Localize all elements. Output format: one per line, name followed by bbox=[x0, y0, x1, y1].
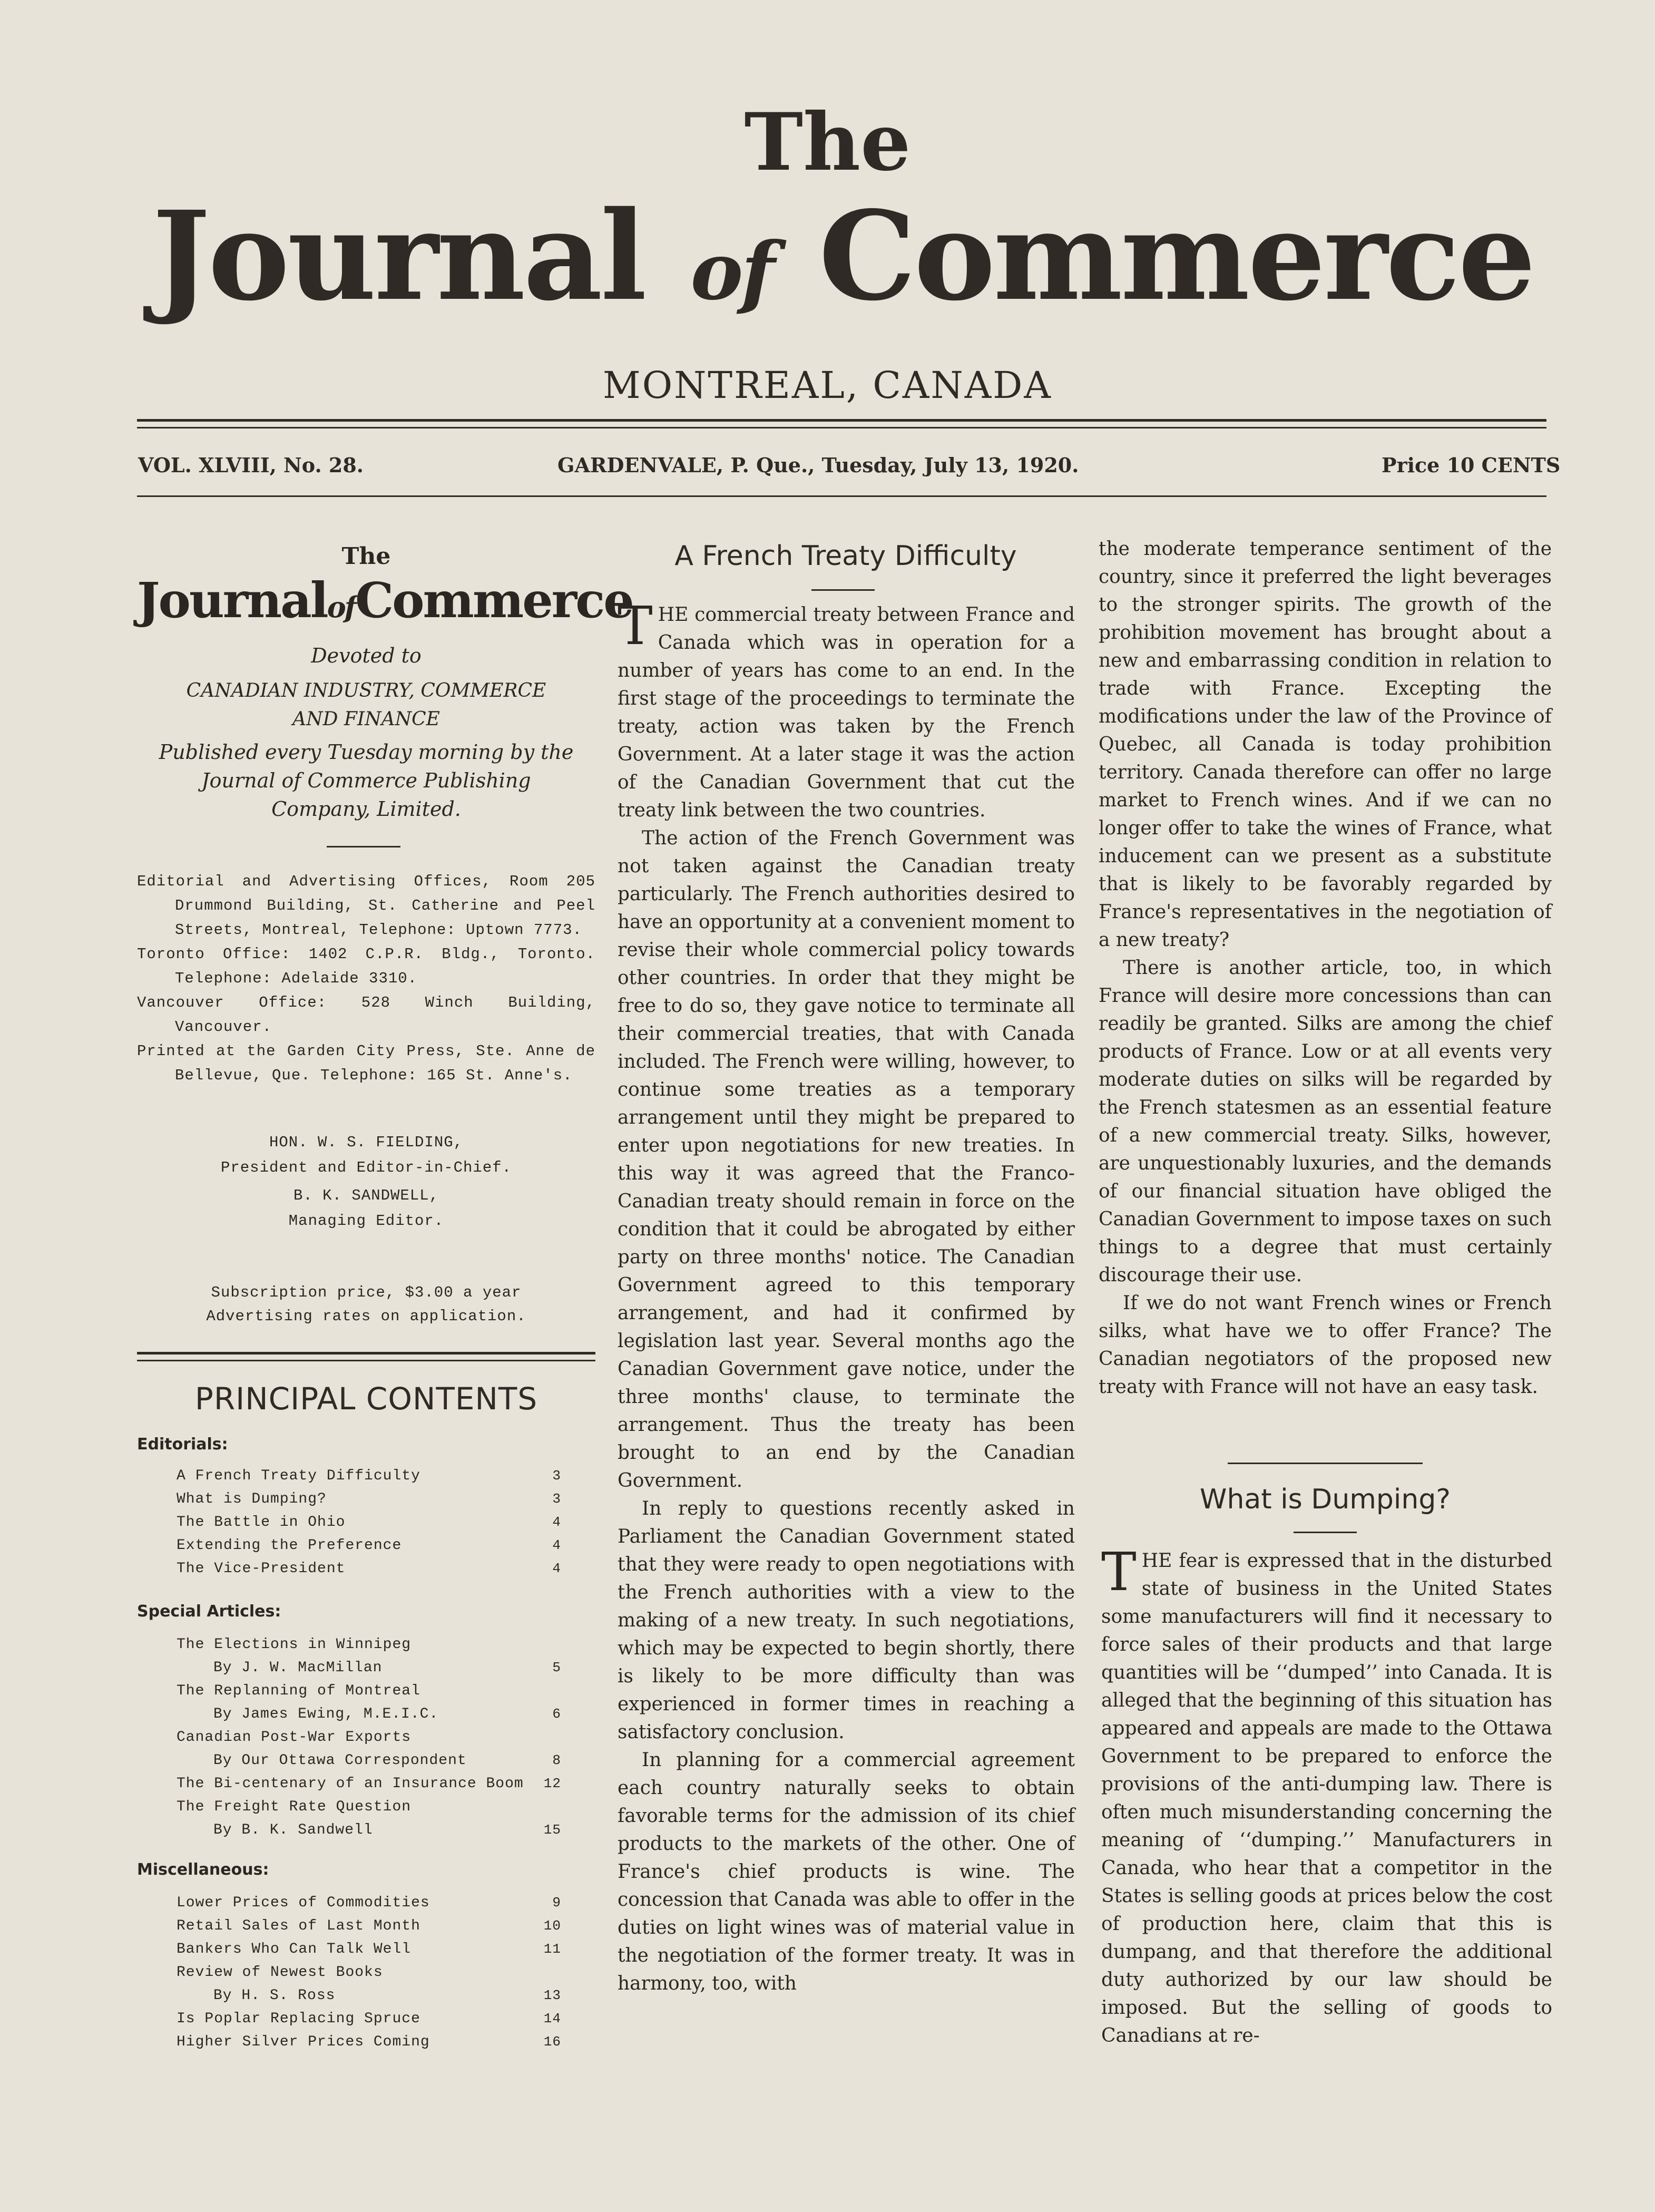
toc-author: By H. S. Ross bbox=[213, 1987, 336, 2004]
toc-page: 3 bbox=[552, 1468, 561, 1484]
toc-entry[interactable] bbox=[177, 1706, 561, 1729]
article1-body-col1 bbox=[618, 595, 1075, 1997]
toc-entry[interactable] bbox=[177, 1537, 561, 1561]
toc-page: 4 bbox=[552, 1537, 561, 1553]
manager-role: Managing Editor. bbox=[288, 1212, 444, 1230]
toc-title: The Freight Rate Question bbox=[177, 1799, 412, 1815]
toc-title: Lower Prices of Commodities bbox=[177, 1895, 430, 1911]
toc-entry[interactable] bbox=[177, 1729, 556, 1752]
toc-entry[interactable] bbox=[177, 1752, 561, 1776]
toc-author: By J. W. MacMillan bbox=[213, 1660, 383, 1676]
masthead-of: of bbox=[690, 225, 773, 318]
toc-page: 11 bbox=[543, 1941, 561, 1957]
sidebar-offices bbox=[137, 870, 595, 1088]
contents-rule-bottom bbox=[137, 1360, 595, 1361]
toc-page: 8 bbox=[552, 1752, 561, 1768]
toc-author: By James Ewing, M.E.I.C. bbox=[213, 1706, 439, 1722]
toc-title: The Battle in Ohio bbox=[177, 1514, 346, 1531]
toc-entry[interactable] bbox=[177, 1987, 561, 2011]
contents-rule-top bbox=[137, 1352, 595, 1355]
sidebar-devoted: Devoted to bbox=[311, 644, 422, 667]
infobar-rule bbox=[137, 495, 1546, 497]
toc-title: What is Dumping? bbox=[177, 1491, 327, 1507]
article1-paragraph: THE commercial treaty between France and Canada which was in operation for a number of years has come to an end. In the first stage of the proceedings to terminate the treaty, action was taken by the French Government. At a later stage it was the action of the Canadian Government that cut the treaty link between the two countries. bbox=[618, 595, 1075, 821]
subscription-price: Subscription price, $3.00 a year bbox=[211, 1284, 522, 1301]
toc-page: 16 bbox=[543, 2034, 561, 2050]
sidebar-industry-2: AND FINANCE bbox=[292, 708, 440, 730]
sidebar-published-1: Published every Tuesday morning by the bbox=[159, 740, 574, 764]
sidebar-journal: Journal bbox=[137, 572, 327, 629]
article1-headline: A French Treaty Difficulty bbox=[674, 540, 1017, 572]
special-list bbox=[177, 1636, 561, 1845]
toc-page: 12 bbox=[543, 1776, 561, 1791]
toc-entry[interactable] bbox=[177, 1561, 561, 1584]
article2-headline: What is Dumping? bbox=[1200, 1484, 1451, 1515]
toc-author: By B. K. Sandwell bbox=[213, 1822, 373, 1838]
toc-title: Canadian Post-War Exports bbox=[177, 1729, 412, 1746]
toc-page: 4 bbox=[552, 1514, 561, 1530]
toc-page: 14 bbox=[543, 2011, 561, 2026]
toc-entry[interactable] bbox=[177, 1514, 561, 1537]
sidebar-published-3: Company, Limited. bbox=[271, 797, 461, 821]
article1-body-col2 bbox=[1099, 535, 1552, 1401]
masthead-title bbox=[132, 184, 1554, 328]
toc-title: Higher Silver Prices Coming bbox=[177, 2034, 430, 2050]
toc-title: Bankers Who Can Talk Well bbox=[177, 1941, 412, 1957]
volume-number: VOL. XLVIII, No. 28. bbox=[138, 453, 364, 477]
article2-paragraph: THE fear is expressed that in the disturbed state of business in the United States some manufacturers will find it necessary to force sales of their products and that large quantities will be ‘‘dumped’’ into Canada. It is alleged that the beginning of this situation has appeared and appeals are made to the Ottawa Government to be prepared to enforce the provisions of the anti-dumping law. There is often much misunderstanding concerning the meaning of ‘‘dumping.’’ Manufacturers in Canada, who hear that a competitor in the States is selling goods at prices below the cost of production here, claim that this is dumpang, and that therefore the additional duty authorized by our law should be imposed. But the selling of goods to Canadians at re- bbox=[1101, 1541, 1552, 2047]
article2-divider bbox=[1294, 1532, 1357, 1533]
article2-dropcap: T bbox=[1101, 1541, 1137, 1603]
advertising-rates: Advertising rates on application. bbox=[206, 1308, 526, 1325]
toc-title: Retail Sales of Last Month bbox=[177, 1918, 420, 1934]
masthead-rule-top bbox=[137, 419, 1546, 422]
masthead-the: The bbox=[744, 96, 911, 189]
masthead-city: MONTREAL, CANADA bbox=[603, 364, 1052, 407]
toc-title: Extending the Preference bbox=[177, 1537, 402, 1554]
editor-role: President and Editor-in-Chief. bbox=[220, 1159, 512, 1176]
toc-title: The Bi-centenary of an Insurance Boom bbox=[177, 1776, 524, 1792]
toc-title: Review of Newest Books bbox=[177, 1964, 383, 1981]
misc-label: Miscellaneous: bbox=[137, 1860, 269, 1879]
toc-entry[interactable] bbox=[177, 1683, 556, 1706]
toc-entry[interactable] bbox=[177, 1964, 556, 1987]
toc-entry[interactable] bbox=[177, 2011, 561, 2034]
article1-dropcap: T bbox=[618, 595, 653, 657]
sidebar-of: of bbox=[327, 590, 355, 624]
article1-paragraph: the moderate temperance sentiment of the country, since it preferred the light beverages to the stronger spirits. The growth of the prohibition movement has brought about a new and embarrassing condition in relation to trade with France. Excepting the modifications under the law of the Province of Quebec, all Canada is today prohibition territory. Canada therefore can offer no large market to French wines. And if we can no longer offer to take the wines of France, what inducement can we present as a substitute that is likely to be favorably regarded by France's representatives in the negotiation of a new treaty? bbox=[1099, 538, 1552, 951]
office-printer: Printed at the Garden City Press, Ste. Anne de Bellevue, Que. Telephone: 165 St. Anne's. bbox=[137, 1042, 595, 1084]
sidebar-industry-1: CANADIAN INDUSTRY, COMMERCE bbox=[186, 680, 546, 701]
toc-entry[interactable] bbox=[177, 1895, 561, 1918]
toc-page: 5 bbox=[552, 1660, 561, 1675]
toc-page: 9 bbox=[552, 1895, 561, 1911]
special-label: Special Articles: bbox=[137, 1602, 281, 1621]
contents-heading: PRINCIPAL CONTENTS bbox=[194, 1381, 538, 1417]
article-separator bbox=[1228, 1463, 1423, 1464]
toc-entry[interactable] bbox=[177, 1660, 561, 1683]
office-editorial: Editorial and Advertising Offices, Room 205 Drummond Building, St. Catherine and Peel Streets, Montreal, Telephone: Uptown 7773. bbox=[137, 873, 595, 939]
toc-entry[interactable] bbox=[177, 1491, 561, 1514]
masthead-rule-bottom bbox=[137, 427, 1546, 428]
toc-entry[interactable] bbox=[177, 1636, 556, 1660]
toc-page: 15 bbox=[543, 1822, 561, 1838]
article1-paragraph: In reply to questions recently asked in Parliament the Canadian Government stated that they were ready to open negotiations with the French authorities with a view to the making of a new treaty. In such negotiations, which may be expected to begin shortly, there is likely to be more difficulty than was experienced in former times in reaching a satisfactory conclusion. bbox=[618, 1498, 1075, 1743]
sidebar-divider-1 bbox=[327, 846, 400, 847]
price: Price 10 CENTS bbox=[1382, 453, 1561, 477]
office-toronto: Toronto Office: 1402 C.P.R. Bldg., Toronto. Telephone: Adelaide 3310. bbox=[137, 946, 595, 987]
editorials-label: Editorials: bbox=[137, 1435, 228, 1454]
article1-paragraph: In planning for a commercial agreement each country naturally seeks to obtain favorable terms for the admission of its chief products to the markets of the other. One of France's chief products is wine. The concession that Canada was able to offer in the duties on light wines was of material value in the negotiation of the former treaty. It was in harmony, too, with bbox=[618, 1749, 1075, 1994]
sidebar-the: The bbox=[341, 543, 391, 570]
editorials-list bbox=[177, 1468, 561, 1584]
manager-name: B. K. SANDWELL, bbox=[293, 1187, 439, 1204]
toc-page: 10 bbox=[543, 1918, 561, 1934]
editor-name: HON. W. S. FIELDING, bbox=[269, 1134, 464, 1151]
toc-entry[interactable] bbox=[177, 1799, 556, 1822]
article2-body bbox=[1101, 1541, 1552, 2050]
masthead-commerce: Commerce bbox=[818, 184, 1534, 328]
toc-author: By Our Ottawa Correspondent bbox=[213, 1752, 467, 1769]
sidebar-published-2: Journal of Commerce Publishing bbox=[201, 769, 531, 792]
toc-entry[interactable] bbox=[177, 1776, 561, 1799]
toc-title: The Vice-President bbox=[177, 1561, 346, 1577]
toc-title: A French Treaty Difficulty bbox=[177, 1468, 420, 1484]
article1-paragraph: There is another article, too, in which France will desire more concessions than can readily be granted. Silks are among the chief products of France. Low or at all events very moderate duties on silks will be regarded by the French statesmen as an essential feature of a new commercial treaty. Silks, however, are unquestionably luxuries, and the demands of our financial situation have obliged the Canadian Government to impose taxes on such things to a degree that must certainly discourage their use. bbox=[1099, 957, 1552, 1286]
misc-list bbox=[177, 1895, 561, 2057]
article1-paragraph: The action of the French Government was not taken against the Canadian treaty particularly. The French authorities desired to have an opportunity at a convenient moment to revise their whole commercial policy towards other countries. In order that they might be free to do so, they gave notice to terminate all their commercial treaties, that with Canada included. The French were willing, however, to continue some treaties as a temporary arrangement until they might be prepared to enter upon negotiations for new treaties. In this way it was agreed that the Franco-Canadian treaty should remain in force on the condition that it could be abrogated by either party on three months' notice. The Canadian Government agreed to this temporary arrangement, and had it confirmed by legislation last year. Several months ago the Canadian Government gave notice, under the three months' clause, to terminate the arrangement. Thus the treaty has been brought to an end by the Canadian Government. bbox=[618, 827, 1075, 1492]
article1-paragraph: If we do not want French wines or French silks, what have we to offer France? The Canadian negotiators of the proposed new treaty with France will not have an easy task. bbox=[1099, 1292, 1552, 1398]
toc-title: The Replanning of Montreal bbox=[177, 1683, 420, 1699]
dateline: GARDENVALE, P. Que., Tuesday, July 13, 1920. bbox=[557, 453, 1079, 477]
toc-page: 13 bbox=[543, 1987, 561, 2003]
toc-page: 6 bbox=[552, 1706, 561, 1722]
toc-page: 4 bbox=[552, 1561, 561, 1576]
sidebar-title bbox=[137, 572, 633, 629]
article1-divider bbox=[811, 589, 875, 591]
toc-title: Is Poplar Replacing Spruce bbox=[177, 2011, 420, 2027]
toc-entry[interactable] bbox=[177, 1822, 561, 1845]
masthead-journal: Journal bbox=[152, 184, 645, 328]
toc-page: 3 bbox=[552, 1491, 561, 1507]
toc-entry[interactable] bbox=[177, 1918, 561, 1941]
toc-title: The Elections in Winnipeg bbox=[177, 1636, 412, 1653]
toc-entry[interactable] bbox=[177, 1941, 561, 1964]
sidebar-commerce: Commerce bbox=[355, 572, 633, 629]
office-vancouver: Vancouver Office: 528 Winch Building, Vancouver. bbox=[137, 994, 595, 1036]
toc-entry[interactable] bbox=[177, 2034, 561, 2057]
toc-entry[interactable] bbox=[177, 1468, 561, 1491]
